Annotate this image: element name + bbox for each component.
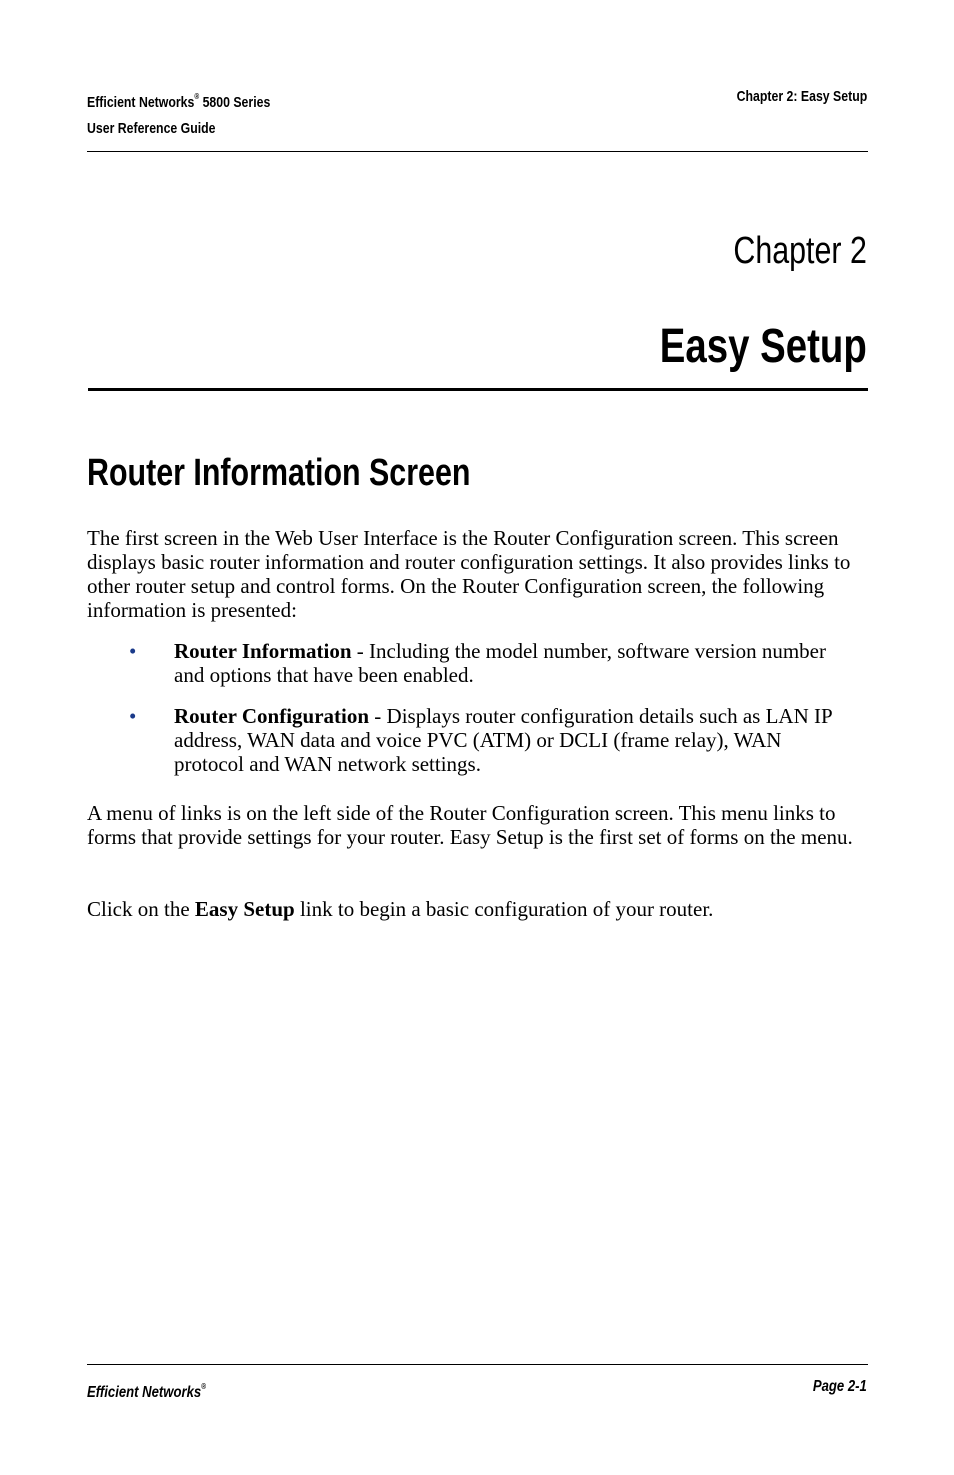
running-header-left — [87, 84, 270, 142]
header-product-line — [87, 84, 270, 116]
click-prefix: Click on the — [87, 897, 195, 921]
footer-page-number: Page 2-1 — [813, 1378, 867, 1395]
section-heading: Router Information Screen — [87, 452, 471, 494]
footer-company-name: Efficient Networks — [87, 1384, 202, 1401]
chapter-label: Chapter 2 — [733, 230, 867, 272]
intro-paragraph: The first screen in the Web User Interface is the Router Configuration screen. This screen displays basic router information and router configuration settings. It also provides links to other router setup and control forms. On the Router Configuration screen, the following information is presented: — [87, 526, 851, 622]
bullet-text — [174, 704, 854, 776]
bullet-marker: • — [129, 639, 137, 663]
header-registered-mark: ® — [194, 92, 200, 101]
header-divider — [87, 151, 868, 152]
bullet-term: Router Configuration — [174, 704, 370, 728]
header-product-series: 5800 Series — [199, 94, 271, 111]
easy-setup-term: Easy Setup — [194, 897, 295, 921]
chapter-divider — [88, 388, 868, 391]
bullet-text — [174, 639, 854, 687]
header-chapter-ref: Chapter 2: Easy Setup — [736, 88, 867, 105]
bullet-description: - Displays router configuration details such as LAN IP address, WAN data and voice PVC (ATM) or DCLI (frame relay), WAN protocol and WAN network settings. — [174, 704, 832, 776]
bullet-term: Router Information — [174, 639, 352, 663]
header-guide-title: User Reference Guide — [87, 120, 216, 137]
footer-company — [87, 1375, 206, 1405]
menu-paragraph: A menu of links is on the left side of the Router Configuration screen. This menu links to forms that provide settings for your router. Easy Setup is the first set of forms on the menu. — [87, 801, 853, 849]
bullet-description: - Including the model number, software version number and options that have been enabled. — [174, 639, 826, 687]
bullet-marker: • — [129, 704, 137, 728]
footer-divider — [87, 1364, 868, 1365]
header-product-name: Efficient Networks — [87, 94, 195, 111]
click-paragraph — [87, 897, 877, 921]
footer-registered-mark: ® — [201, 1382, 207, 1391]
chapter-title: Easy Setup — [659, 320, 867, 373]
click-suffix: link to begin a basic configuration of your router. — [294, 897, 714, 921]
